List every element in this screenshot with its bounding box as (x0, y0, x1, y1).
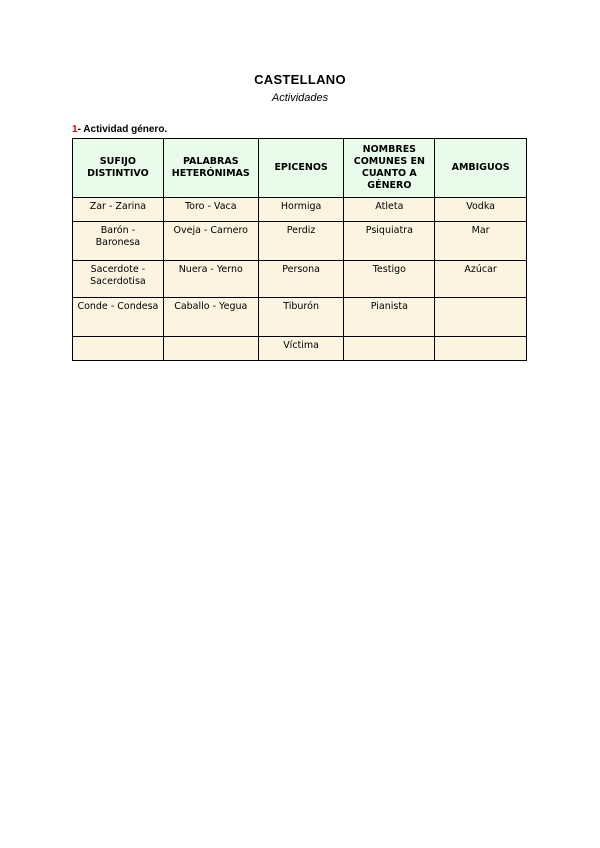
table-header-row (73, 139, 527, 198)
section-label: - Actividad género. (77, 124, 168, 135)
table-row (73, 261, 527, 298)
gender-activity-table (72, 138, 527, 361)
table-cell (73, 337, 164, 361)
page-title: CASTELLANO (254, 72, 346, 87)
table-cell: Barón - Baronesa (73, 222, 164, 261)
table-cell: Perdiz (258, 222, 344, 261)
column-header-heteronimas: PALABRAS HETERÓNIMAS (163, 139, 258, 198)
table-cell: Víctima (258, 337, 344, 361)
table-cell: Persona (258, 261, 344, 298)
table-cell: Hormiga (258, 198, 344, 222)
table-row (73, 222, 527, 261)
section-number: 1 (72, 124, 78, 135)
table-cell: Tiburón (258, 298, 344, 337)
column-header-sufijo: SUFIJO DISTINTIVO (73, 139, 164, 198)
table-row (73, 198, 527, 222)
section-heading (72, 124, 167, 135)
table-cell: Pianista (344, 298, 435, 337)
table-row (73, 298, 527, 337)
table-cell: Mar (435, 222, 527, 261)
table-cell: Sacerdote - Sacerdotisa (73, 261, 164, 298)
table-cell: Zar - Zarina (73, 198, 164, 222)
table-cell (435, 298, 527, 337)
table-cell (435, 337, 527, 361)
column-header-comunes: NOMBRES COMUNES EN CUANTO A GÉNERO (344, 139, 435, 198)
column-header-epicenos: EPICENOS (258, 139, 344, 198)
table-cell: Psiquiatra (344, 222, 435, 261)
column-header-ambiguos: AMBIGUOS (435, 139, 527, 198)
table-cell: Azúcar (435, 261, 527, 298)
table-cell: Conde - Condesa (73, 298, 164, 337)
table-cell: Testigo (344, 261, 435, 298)
table-cell: Toro - Vaca (163, 198, 258, 222)
table-cell: Atleta (344, 198, 435, 222)
table-cell: Nuera - Yerno (163, 261, 258, 298)
table-cell: Oveja - Carnero (163, 222, 258, 261)
page-subtitle: Actividades (271, 92, 329, 104)
table-cell (163, 337, 258, 361)
table-cell: Vodka (435, 198, 527, 222)
table-row (73, 337, 527, 361)
table-cell: Caballo - Yegua (163, 298, 258, 337)
table-cell (344, 337, 435, 361)
